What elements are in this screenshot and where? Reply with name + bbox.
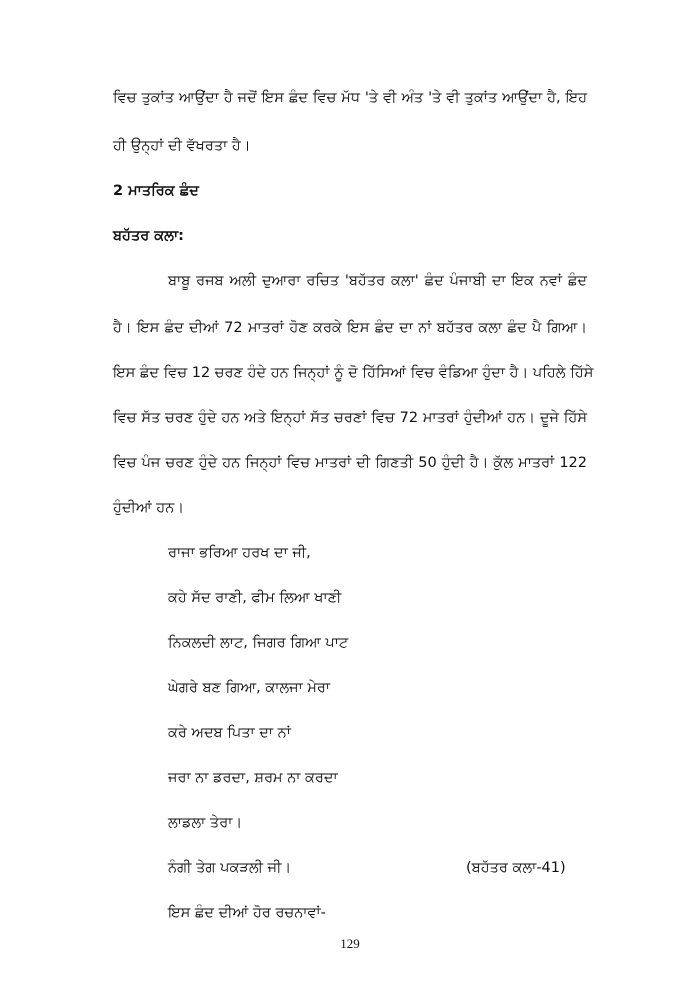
closing-line: ਇਸ ਛੰਦ ਦੀਆਂ ਹੋਰ ਰਚਨਾਵਾਂ- — [168, 905, 326, 921]
poem-line-4: ਘੇਗਰੇ ਬਣ ਗਿਆ, ਕਾਲਜਾ ਮੇਰਾ — [168, 680, 331, 696]
poem-line-6: ਜਰਾ ਨਾ ਡਰਦਾ, ਸ਼ਰਮ ਨਾ ਕਰਦਾ — [168, 770, 338, 786]
main-paragraph-line-3: ਇਸ ਛੰਦ ਵਿਚ 12 ਚਰਣ ਹੰਦੇ ਹਨ ਜਿਨ੍ਹਾਂ ਨੂੰ ਦੋ ਹਿੱਸਿਆਂ ਵਿਚ ਵੰਡਿਆ ਹੁੰਦਾ ਹੈ। ਪਹਿਲੇ ਹਿੱਸੇ — [113, 365, 594, 381]
intro-line-2: ਹੀ ਉਨ੍ਹਾਂ ਦੀ ਵੱਖਰਤਾ ਹੈ। — [113, 138, 251, 154]
poem-citation: (ਬਹੱਤਰ ਕਲਾ-41) — [466, 860, 566, 876]
main-paragraph-line-2: ਹੈ। ਇਸ ਛੰਦ ਦੀਆਂ 72 ਮਾਤਰਾਂ ਹੋਣ ਕਰਕੇ ਇਸ ਛੰਦ ਦਾ ਨਾਂ ਬਹੱਤਰ ਕਲਾ ਛੰਦ ਪੈ ਗਿਆ। — [113, 320, 587, 336]
main-paragraph-line-4: ਵਿਚ ਸੱਤ ਚਰਣ ਹੁੰਦੇ ਹਨ ਅਤੇ ਇਨ੍ਹਾਂ ਸੱਤ ਚਰਣਾਂ ਵਿਚ 72 ਮਾਤਰਾਂ ਹੁੰਦੀਆਂ ਹਨ। ਦੂਜੇ ਹਿੱਸੇ — [113, 410, 587, 426]
poem-line-7: ਲਾਡਲਾ ਤੇਰਾ। — [168, 815, 243, 831]
page-number: 129 — [340, 936, 360, 951]
section-subheading: ਬਹੱਤਰ ਕਲਾ: — [113, 228, 184, 244]
poem-line-1: ਰਾਜਾ ਭਰਿਆ ਹਰਖ ਦਾ ਜੀ, — [168, 545, 311, 561]
intro-line-1: ਵਿਚ ਤੁਕਾਂਤ ਆਉਂਦਾ ਹੈ ਜਦੋਂ ਇਸ ਛੰਦ ਵਿਚ ਮੱਧ 'ਤੇ ਵੀ ਅੰਤ 'ਤੇ ਵੀ ਤੁਕਾਂਤ ਆਉਂਦਾ ਹੈ, ਇਹ — [113, 90, 587, 106]
poem-line-3: ਨਿਕਲਦੀ ਲਾਟ, ਜਿਗਰ ਗਿਆ ਪਾਟ — [168, 635, 349, 651]
main-paragraph-line-6: ਹੁੰਦੀਆਂ ਹਨ। — [113, 500, 185, 516]
poem-line-2: ਕਹੇ ਸੱਦ ਰਾਣੀ, ਫੀਮ ਲਿਆ ਖਾਣੀ — [168, 590, 342, 606]
poem-line-8: ਨੰਗੀ ਤੇਗ ਪਕੜਲੀ ਜੀ। — [168, 860, 292, 876]
main-paragraph-line-5: ਵਿਚ ਪੰਜ ਚਰਣ ਹੁੰਦੇ ਹਨ ਜਿਨ੍ਹਾਂ ਵਿਚ ਮਾਤਰਾਂ ਦੀ ਗਿਣਤੀ 50 ਹੁੰਦੀ ਹੈ। ਕੁੱਲ ਮਾਤਰਾਂ 122 — [113, 455, 587, 471]
main-paragraph-line-1: ਬਾਬੂ ਰਜਬ ਅਲੀ ਦੁਆਰਾ ਰਚਿਤ 'ਬਹੱਤਰ ਕਲਾ' ਛੰਦ ਪੰਜਾਬੀ ਦਾ ਇਕ ਨਵਾਂ ਛੰਦ — [168, 273, 587, 289]
section-heading: 2 ਮਾਤਰਿਕ ਛੰਦ — [113, 183, 199, 199]
poem-line-5: ਕਰੇ ਅਦਬ ਪਿਤਾ ਦਾ ਨਾਂ — [168, 725, 291, 741]
